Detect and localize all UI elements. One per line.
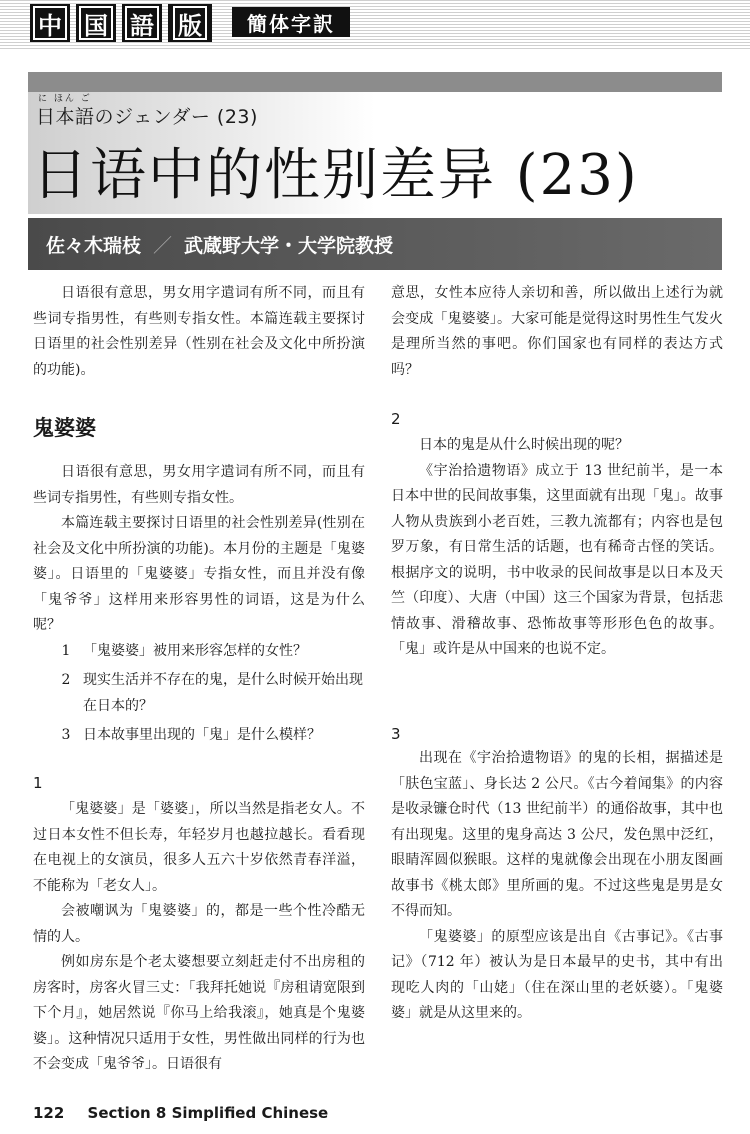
section-heading: 鬼婆婆 bbox=[33, 416, 96, 440]
paragraph: 「鬼婆婆」的原型应该是出自《古事记》。《古事记》（712 年）被认为是日本最早的史书，其中有出现吃人肉的「山姥」（住在深山里的老妖婆）。「鬼婆婆」就是从这里来的。 bbox=[391, 928, 723, 1021]
author-name: 佐々木瑞枝 bbox=[46, 234, 142, 257]
banner-subtitle: 簡体字訳 bbox=[232, 7, 350, 37]
banner-char-badge: 中 bbox=[30, 4, 70, 42]
banner-char-badge: 版 bbox=[168, 4, 212, 42]
author-affiliation: 武蔵野大学・大学院教授 bbox=[184, 234, 394, 257]
section-3-body bbox=[391, 746, 723, 1027]
paragraph: 出现在《宇治拾遗物语》的鬼的长相，据描述是「肤色宝蓝」、身长达 2 公尺。《古今着闻集》的内容是收录镰仓时代（13 世纪前半）的通俗故事，其中也有出现鬼。这里的鬼身高达 3 公尺，发色黑中泛红，眼睛浑圆似猴眼。这样的鬼就像会出现在小朋友图画故事书《桃太郎》里所画的鬼。不过这些鬼是男是女不得而知。 bbox=[391, 750, 723, 919]
section-number: 1 bbox=[33, 774, 43, 792]
left-column-body bbox=[33, 460, 365, 749]
author-bar bbox=[28, 218, 722, 270]
paragraph: 例如房东是个老太婆想要立刻赶走付不出房租的房客时，房客火冒三丈：「我拜托她说『房租请宽限到下个月』，她居然说『你马上给我滚』，她真是个鬼婆婆」。这种情况只适用于女性，男性做出同样的行为也不会变成「鬼爷爷」。日语很有 bbox=[33, 954, 365, 1072]
section-number: 2 bbox=[391, 410, 401, 428]
paragraph: 日语很有意思，男女用字遣词有所不同，而且有些词专指男性，有些则专指女性。 bbox=[33, 464, 365, 506]
section-1-body bbox=[33, 797, 365, 1078]
page-footer bbox=[33, 1104, 328, 1122]
header-rule bbox=[28, 72, 722, 92]
page-title: 日语中的性别差异 (23) bbox=[32, 143, 639, 208]
paragraph: 会被嘲讽为「鬼婆婆」的，都是一些个性冷酷无情的人。 bbox=[33, 903, 365, 945]
furigana: に ほん ご bbox=[38, 94, 92, 104]
paragraph: 日本的鬼是从什么时候出现的呢？ bbox=[419, 437, 629, 453]
paragraph: 日语很有意思，男女用字遣词有所不同，而且有些词专指男性，有些则专指女性。本篇连载主要探讨日语里的社会性别差异（性别在社会及文化中所扮演的功能)。 bbox=[33, 285, 365, 378]
section-number: 3 bbox=[391, 725, 401, 743]
paragraph: 本篇连载主要探讨日语里的社会性别差异(性别在社会及文化中所扮演的功能)。本月份的主题是「鬼婆婆」。日语里的「鬼婆婆」专指女性，而且并没有像「鬼爷爷」这样用来形容男性的词语，这是为什么呢？ bbox=[33, 515, 365, 633]
paragraph: 意思，女性本应待人亲切和善，所以做出上述行为就会变成「鬼婆婆」。大家可能是觉得这时男性生气发火是理所当然的事吧。你们国家也有同样的表达方式吗？ bbox=[391, 285, 723, 378]
list-item: 3 日本故事里出现的「鬼」是什么模样？ bbox=[61, 727, 321, 743]
intro-left bbox=[33, 281, 365, 383]
intro-right bbox=[391, 281, 723, 383]
list-item: 1 「鬼婆婆」被用来形容怎样的女性？ bbox=[61, 642, 307, 659]
japanese-title: 日本語のジェンダー (23) bbox=[36, 106, 258, 128]
footer-section: Section 8 Simplified Chinese bbox=[87, 1104, 329, 1122]
banner-char-badge: 語 bbox=[122, 4, 162, 42]
list-item: 2 现实生活并不存在的鬼，是什么时候开始出现在日本的？ bbox=[61, 672, 363, 714]
page-number: 122 bbox=[33, 1104, 65, 1122]
paragraph: 「鬼婆婆」是「婆婆」，所以当然是指老女人。不过日本女性不但长寿，年轻岁月也越拉越长。看看现在电视上的女演员，很多人五六十岁依然青春洋溢，不能称为「老女人」。 bbox=[33, 801, 365, 894]
question-list bbox=[33, 639, 365, 749]
banner-char-badge: 国 bbox=[76, 4, 116, 42]
section-2-body bbox=[391, 433, 723, 663]
separator: ／ bbox=[153, 234, 173, 257]
paragraph: 《宇治拾遗物语》成立于 13 世纪前半，是一本日本中世的民间故事集，这里面就有出现「鬼」。故事人物从贵族到小老百姓，三教九流都有；内容也是包罗万象，有日常生活的话题，也有稀奇古怪的笑话。根据序文的说明，书中收录的民间故事是以日本及天竺（印度）、大唐（中国）这三个国家为背景，包括悲情故事、滑稽故事、恐怖故事等形形色色的故事。「鬼」或许是从中国来的也说不定。 bbox=[391, 462, 723, 657]
